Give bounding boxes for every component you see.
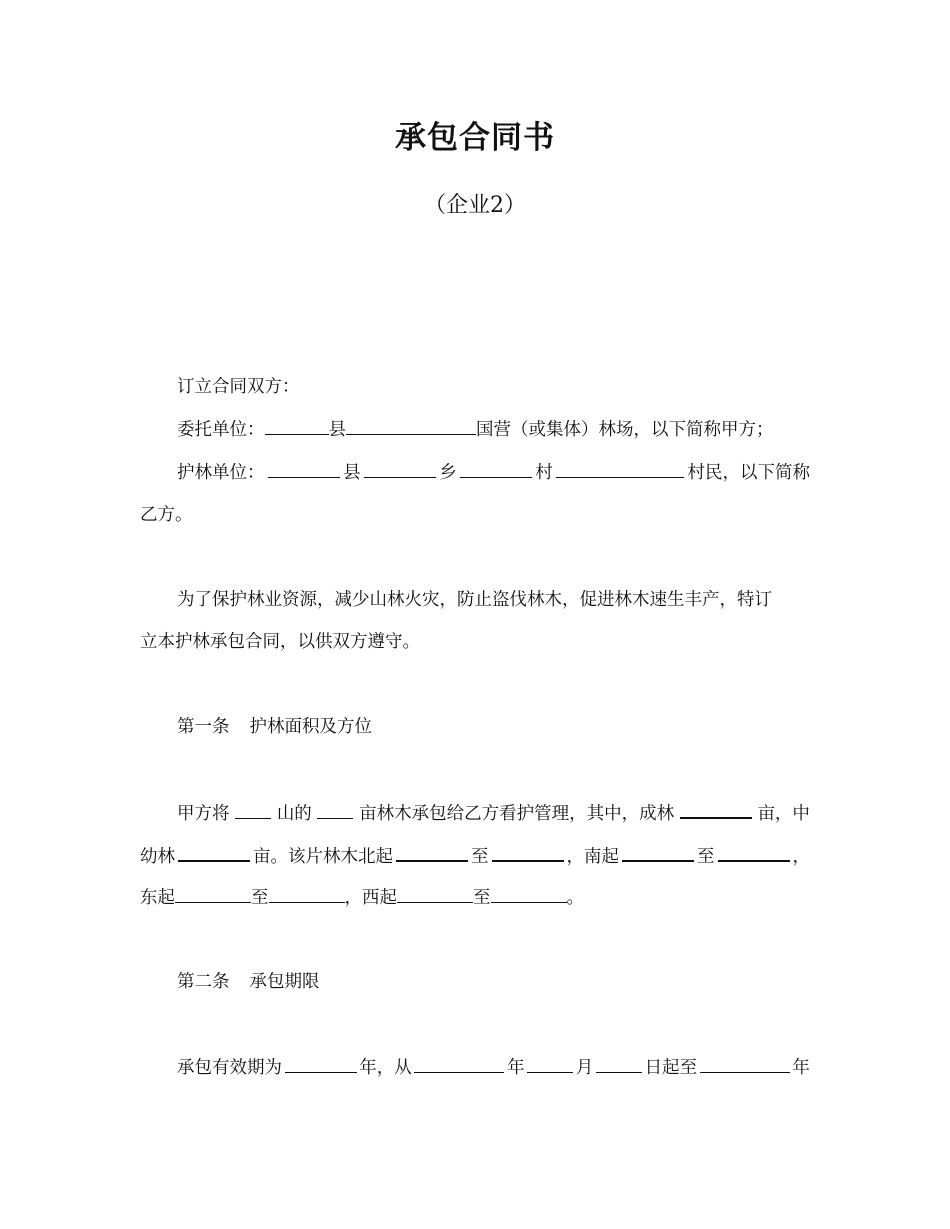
blank-south-from [622,842,694,862]
text-a2-2: 年，从 [359,1058,412,1078]
blank-end-year [700,1054,790,1073]
guard-township-text: 乡 [439,463,457,483]
guard-village-text: 村 [535,463,553,483]
blank-area-total [317,800,353,819]
article-2-heading [177,969,810,995]
parties-heading: 订立合同双方： [177,377,300,397]
blank-west-from [397,884,473,903]
blank-start-year [414,1054,504,1073]
blank-area-mature [680,799,752,819]
blank-guard-township [364,459,436,478]
article-1-title: 护林面积及方位 [249,717,372,737]
text-a1-2: 山的 [276,804,312,824]
document-title: 承包合同书 [395,120,555,156]
text-a1-10: ， [792,847,810,867]
article-2-number: 第二条 [177,972,230,992]
text-a1-12: 至 [251,888,269,908]
guard-line-cont: 乙方。 [140,505,193,525]
article-1-line-3 [140,884,810,911]
text-a2-5: 日起至 [644,1058,698,1078]
text-a1-11: 东起 [140,888,175,908]
article-1-line-2 [140,842,810,870]
text-a2-1: 承包有效期为 [177,1058,282,1078]
blank-east-from [175,884,251,903]
article-1-heading [177,714,810,740]
blank-guard-village [460,459,532,478]
blank-guard-villager [556,459,684,478]
blank-client-county [265,416,329,435]
blank-area-young [178,842,250,862]
text-a1-9: 至 [697,847,715,867]
text-a1-1: 甲方将 [177,804,230,824]
client-label: 委托单位： [177,420,265,440]
text-a1-13: ，西起 [344,888,397,908]
text-a2-4: 月 [575,1058,594,1078]
client-line [177,416,810,443]
text-a1-4: 亩，中 [757,804,810,824]
blank-start-month [527,1054,573,1073]
text-a1-15: 。 [566,888,584,908]
article-1-line-1 [177,799,810,827]
guard-label: 护林单位： [177,463,265,483]
text-a2-6: 年 [792,1058,810,1078]
blank-north-to [492,842,564,862]
guard-line [177,459,810,486]
text-a1-5: 幼林 [140,847,175,867]
document-subtitle: （企业2） [424,193,526,218]
blank-start-day [596,1054,642,1073]
text-a1-3: 亩林木承包给乙方看护管理，其中，成林 [359,804,675,824]
article-1-number: 第一条 [177,717,230,737]
text-a1-14: 至 [473,888,491,908]
purpose-line-2: 立本护林承包合同，以供双方遵守。 [140,632,420,652]
blank-west-to [491,884,567,903]
article-2-line-1 [177,1054,810,1081]
blank-east-to [269,884,345,903]
text-a2-3: 年 [507,1058,525,1078]
purpose-line-1: 为了保护林业资源，减少山林火灾，防止盗伐林木，促进林木速生丰产，特订 [177,590,772,610]
blank-guard-county [268,459,340,478]
blank-south-to [718,842,790,862]
blank-north-from [396,842,468,862]
text-a1-6: 亩。该片林木北起 [253,847,393,867]
text-a1-8: ，南起 [566,847,619,867]
client-farm-text: 国营（或集体）林场，以下简称甲方； [476,420,774,440]
client-county-text: 县 [328,420,346,440]
article-2-title: 承包期限 [249,972,320,992]
blank-mountain [235,800,271,819]
guard-county-text: 县 [343,463,361,483]
guard-villager-text: 村民，以下简称 [687,463,810,483]
blank-client-farm [346,416,476,435]
blank-term-years [285,1054,357,1073]
text-a1-7: 至 [471,847,489,867]
